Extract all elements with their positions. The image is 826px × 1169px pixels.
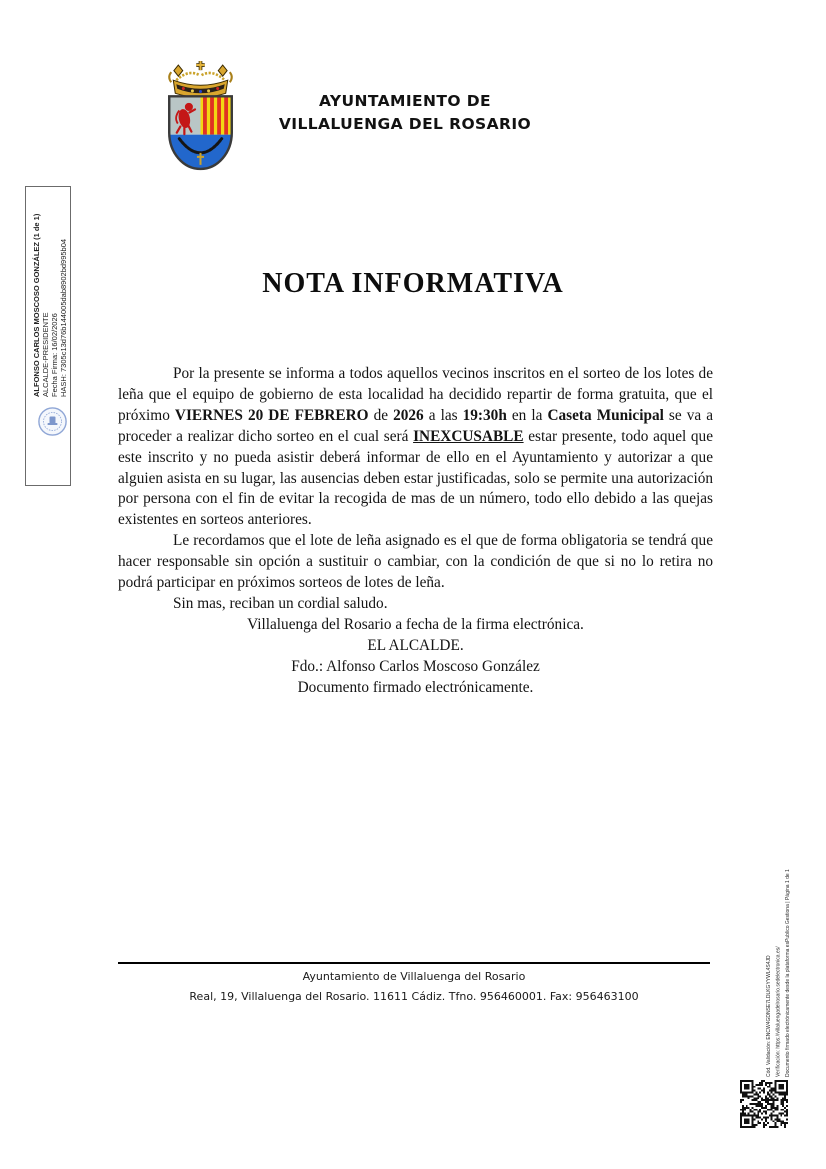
footer-divider <box>118 962 710 964</box>
validation-code: Cód. Validación: ENCW4GDNSE7LDLKGYYWL4S4JD <box>766 955 772 1077</box>
platform-note: Documento firmado electrónicamente desde la plataforma esPublico Gestiona | Página 1 de 1 <box>785 869 791 1077</box>
document-title: NOTA INFORMATIVA <box>262 268 564 299</box>
signature-name-line: Fdo.: Alfonso Carlos Moscoso González <box>291 657 540 675</box>
signature-hash: HASH: 7305c13d76b144005dab8902bd995b04 <box>60 238 69 397</box>
paragraph-1: Por la presente se informa a todos aquellos vecinos inscritos en el sorteo de los lotes de leña que el equipo de gobierno de esta localidad ha decidido repartir de forma gratuita, que el próximo VIERNES 20 DE FEBRERO de 2026 a las 19:30h en la Caseta Municipal se va a proceder a realizar dicho sorteo en el cual será INEXCUSABLE estar presente, todo aquel que este inscrito y no pueda asistir deberá informar de ello en el Ayuntamiento y autorizar a que alguien asista en su lugar, las ausencias deben estar justificadas, solo se permite una autorización por persona con el fin de evitar la recogida de mas de un número, todo ello debido a las quejas existentes en sorteos anteriores. <box>118 365 713 529</box>
verification-url: Verificación: https://villaluengadelrosario.sedelectronica.es/ <box>775 946 781 1077</box>
left-signature-text <box>33 135 69 398</box>
crown-shape <box>169 61 232 97</box>
document-body <box>118 364 713 699</box>
qr-code <box>740 1080 788 1128</box>
shield-fields <box>169 96 232 173</box>
footer-address: Real, 19, Villaluenga del Rosario. 11611 Cádiz. Tfno. 956460001. Fax: 956463100 <box>189 989 639 1003</box>
header-org-line2: VILLALUENGA DEL ROSARIO <box>278 115 532 133</box>
signer-name: ALFONSO CARLOS MOSCOSO GONZÁLEZ (1 de 1) <box>33 213 42 397</box>
signer-role: ALCALDE-PRESIDENTE <box>42 312 51 397</box>
signature-role-line: EL ALCALDE. <box>367 636 464 654</box>
qr-code-pattern <box>740 1080 788 1128</box>
coat-of-arms-icon <box>161 60 240 173</box>
closing-line: Sin mas, reciban un cordial saludo. <box>173 594 388 612</box>
header-org-name <box>240 90 570 136</box>
header-org-line1: AYUNTAMIENTO DE <box>318 92 491 110</box>
signed-electronically-line: Documento firmado electrónicamente. <box>297 678 534 696</box>
footer-org: Ayuntamiento de Villaluenga del Rosario <box>302 970 526 983</box>
right-margin-text <box>764 842 793 1077</box>
signature-date: Fecha Firma: 16/02/2026 <box>51 313 60 397</box>
paragraph-2: Le recordamos que el lote de leña asignado es el que de forma obligatoria se tendrá que hacer responsable sin opción a sustituir o cambiar, con la condición de que si no lo retira no podrá participar en próximos sorteos de lotes de leña. <box>118 532 713 592</box>
footer <box>118 967 710 1006</box>
seal-stamp-icon <box>37 406 68 437</box>
place-date-line: Villaluenga del Rosario a fecha de la firma electrónica. <box>247 615 584 633</box>
